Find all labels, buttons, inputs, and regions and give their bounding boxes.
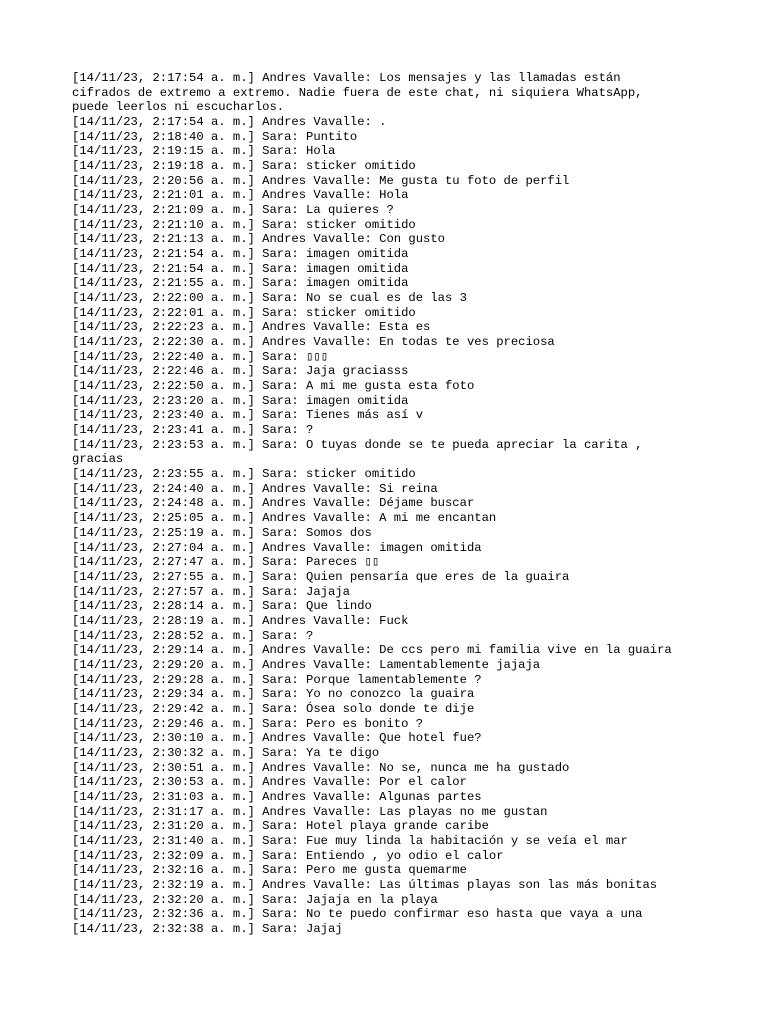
transcript-line: [14/11/23, 2:19:18 a. m.] Sara: sticker omitido [72, 159, 416, 174]
transcript-line: [14/11/23, 2:29:42 a. m.] Sara: Ósea solo donde te dije [72, 701, 475, 716]
transcript-line: [14/11/23, 2:22:50 a. m.] Sara: A mi me gusta esta foto [72, 379, 475, 394]
transcript-line: [14/11/23, 2:24:48 a. m.] Andres Vavalle: Déjame buscar [72, 496, 475, 511]
transcript-line: [14/11/23, 2:31:20 a. m.] Sara: Hotel playa grande caribe [72, 819, 489, 834]
transcript-line: [14/11/23, 2:23:55 a. m.] Sara: sticker omitido [72, 467, 416, 482]
transcript-line: [14/11/23, 2:29:20 a. m.] Andres Vavalle: Lamentablemente jajaja [72, 657, 541, 672]
transcript-line: [14/11/23, 2:28:52 a. m.] Sara: ? [72, 628, 314, 643]
transcript-line: [14/11/23, 2:30:32 a. m.] Sara: Ya te digo [72, 745, 380, 760]
chat-transcript [72, 71, 722, 937]
transcript-line: puede leerlos ni escucharlos. [72, 100, 285, 115]
transcript-line: [14/11/23, 2:23:41 a. m.] Sara: ? [72, 423, 314, 438]
transcript-line: [14/11/23, 2:30:10 a. m.] Andres Vavalle: Que hotel fue? [72, 731, 482, 746]
transcript-line: [14/11/23, 2:21:10 a. m.] Sara: sticker omitido [72, 217, 416, 232]
transcript-line: [14/11/23, 2:22:40 a. m.] Sara: ▯▯▯ [72, 349, 329, 364]
transcript-line: [14/11/23, 2:21:55 a. m.] Sara: imagen omitida [72, 276, 409, 291]
transcript-line: [14/11/23, 2:22:30 a. m.] Andres Vavalle: En todas te ves preciosa [72, 335, 555, 350]
transcript-line: [14/11/23, 2:32:38 a. m.] Sara: Jajaj [72, 921, 343, 936]
transcript-line: [14/11/23, 2:25:05 a. m.] Andres Vavalle: A mi me encantan [72, 511, 497, 526]
transcript-line: [14/11/23, 2:23:40 a. m.] Sara: Tienes más así v [72, 408, 424, 423]
transcript-line: [14/11/23, 2:32:20 a. m.] Sara: Jajaja en la playa [72, 892, 438, 907]
transcript-line: [14/11/23, 2:32:16 a. m.] Sara: Pero me gusta quemarme [72, 863, 467, 878]
transcript-line: [14/11/23, 2:21:13 a. m.] Andres Vavalle: Con gusto [72, 232, 445, 247]
transcript-line: [14/11/23, 2:19:15 a. m.] Sara: Hola [72, 144, 336, 159]
transcript-line: [14/11/23, 2:17:54 a. m.] Andres Vavalle: . [72, 115, 387, 130]
transcript-line: [14/11/23, 2:28:19 a. m.] Andres Vavalle: Fuck [72, 613, 409, 628]
transcript-line: [14/11/23, 2:31:17 a. m.] Andres Vavalle: Las playas no me gustan [72, 804, 548, 819]
transcript-line: [14/11/23, 2:17:54 a. m.] Andres Vavalle: Los mensajes y las llamadas están [72, 71, 621, 85]
transcript-line: [14/11/23, 2:22:00 a. m.] Sara: No se cual es de las 3 [72, 291, 467, 306]
transcript-line: [14/11/23, 2:32:36 a. m.] Sara: No te puedo confirmar eso hasta que vaya a una [72, 907, 643, 922]
transcript-line: [14/11/23, 2:21:54 a. m.] Sara: imagen omitida [72, 247, 409, 262]
transcript-line: [14/11/23, 2:28:14 a. m.] Sara: Que lindo [72, 599, 372, 614]
transcript-line: [14/11/23, 2:30:53 a. m.] Andres Vavalle: Por el calor [72, 775, 467, 790]
transcript-line: [14/11/23, 2:30:51 a. m.] Andres Vavalle: No se, nunca me ha gustado [72, 760, 570, 775]
transcript-line: [14/11/23, 2:31:03 a. m.] Andres Vavalle: Algunas partes [72, 789, 482, 804]
transcript-line: [14/11/23, 2:22:23 a. m.] Andres Vavalle: Esta es [72, 320, 431, 335]
transcript-line: [14/11/23, 2:27:55 a. m.] Sara: Quien pensaría que eres de la guaira [72, 569, 570, 584]
transcript-line: [14/11/23, 2:23:20 a. m.] Sara: imagen omitida [72, 393, 409, 408]
transcript-line: [14/11/23, 2:22:01 a. m.] Sara: sticker omitido [72, 305, 416, 320]
transcript-line: [14/11/23, 2:25:19 a. m.] Sara: Somos dos [72, 525, 372, 540]
transcript-line: [14/11/23, 2:21:54 a. m.] Sara: imagen omitida [72, 261, 409, 276]
transcript-line: [14/11/23, 2:27:04 a. m.] Andres Vavalle: imagen omitida [72, 540, 482, 555]
transcript-line: [14/11/23, 2:32:09 a. m.] Sara: Entiendo , yo odio el calor [72, 848, 504, 863]
transcript-line: [14/11/23, 2:29:46 a. m.] Sara: Pero es bonito ? [72, 716, 424, 731]
transcript-line: [14/11/23, 2:32:19 a. m.] Andres Vavalle: Las últimas playas son las más bonitas [72, 877, 658, 892]
transcript-line: [14/11/23, 2:18:40 a. m.] Sara: Puntito [72, 129, 358, 144]
transcript-line: gracias [72, 452, 124, 467]
transcript-line: [14/11/23, 2:31:40 a. m.] Sara: Fue muy linda la habitación y se veía el mar [72, 833, 628, 848]
transcript-line: [14/11/23, 2:22:46 a. m.] Sara: Jaja graciasss [72, 364, 409, 379]
transcript-line: [14/11/23, 2:21:01 a. m.] Andres Vavalle: Hola [72, 188, 409, 203]
transcript-line: [14/11/23, 2:29:34 a. m.] Sara: Yo no conozco la guaira [72, 687, 475, 702]
transcript-line: [14/11/23, 2:21:09 a. m.] Sara: La quieres ? [72, 203, 394, 218]
transcript-line: [14/11/23, 2:27:47 a. m.] Sara: Pareces ▯▯ [72, 555, 380, 570]
transcript-line: [14/11/23, 2:29:14 a. m.] Andres Vavalle: De ccs pero mi familia vive en la guaira [72, 643, 672, 658]
transcript-line: [14/11/23, 2:29:28 a. m.] Sara: Porque lamentablemente ? [72, 672, 482, 687]
transcript-line: [14/11/23, 2:23:53 a. m.] Sara: O tuyas donde se te pueda apreciar la carita , [72, 437, 643, 452]
transcript-line: [14/11/23, 2:27:57 a. m.] Sara: Jajaja [72, 584, 350, 599]
transcript-line: [14/11/23, 2:24:40 a. m.] Andres Vavalle: Si reina [72, 481, 438, 496]
transcript-line: cifrados de extremo a extremo. Nadie fuera de este chat, ni siquiera WhatsApp, [72, 85, 643, 100]
transcript-line: [14/11/23, 2:20:56 a. m.] Andres Vavalle: Me gusta tu foto de perfil [72, 173, 570, 188]
